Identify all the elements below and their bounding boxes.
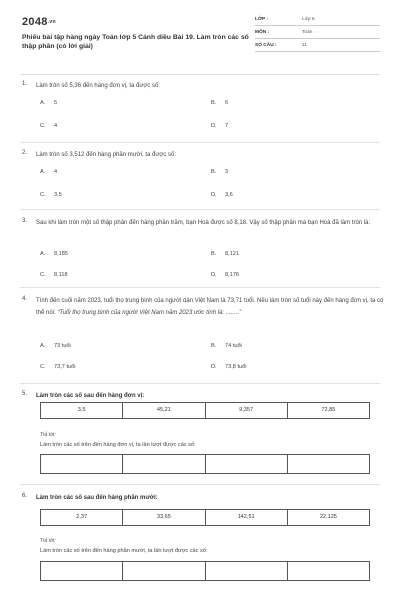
numbers-table bbox=[40, 509, 370, 526]
option-key: C. bbox=[40, 192, 46, 198]
answer-table bbox=[40, 561, 370, 581]
option-c[interactable] bbox=[40, 272, 68, 278]
question-divider bbox=[20, 287, 380, 288]
question-divider bbox=[20, 383, 380, 384]
option-value: 73 tuổi bbox=[54, 343, 71, 349]
logo-tld: .vn bbox=[47, 19, 56, 26]
question-text: Sau khi làm tròn một số thập phân đến hàng phần trăm, bạn Hoà được số 8,18. Vậy số thập phân mà bạn Hoà đã làm tròn là: bbox=[36, 220, 371, 226]
option-b[interactable] bbox=[211, 169, 228, 175]
question-number: 6. bbox=[22, 493, 28, 499]
option-key: D. bbox=[211, 192, 217, 198]
option-value: 4 bbox=[54, 123, 58, 129]
site-logo[interactable] bbox=[22, 16, 56, 28]
answer-label: Trả lời: bbox=[40, 538, 56, 544]
worksheet-header bbox=[20, 14, 380, 70]
option-key: C. bbox=[40, 272, 46, 278]
question-3 bbox=[20, 218, 380, 282]
option-value: 8,121 bbox=[225, 251, 239, 257]
question-number: 1. bbox=[22, 81, 28, 87]
question-text-main: Tính đến cuối năm 2023, tuổi thọ trung bình của người dân Việt Nam là 73,71 tuổi. Nếu làm tròn số tuổi này đến hàng đơn vị, ta có thể nói: bbox=[36, 298, 384, 316]
option-value: 73,8 tuổi bbox=[225, 364, 247, 370]
meta-row-class bbox=[255, 14, 380, 26]
question-divider bbox=[20, 142, 380, 143]
table-cell: 9,357 bbox=[205, 403, 287, 418]
question-4 bbox=[20, 296, 384, 378]
table-cell: 45,21 bbox=[122, 403, 204, 418]
document-title: Phiếu bài tập hàng ngày Toán lớp 5 Cánh diều Bài 19. Làm tròn các số thập phân (có lời giải) bbox=[22, 34, 249, 50]
option-key: A. bbox=[40, 169, 46, 175]
option-b[interactable] bbox=[211, 343, 242, 349]
option-value: 4 bbox=[54, 169, 58, 175]
option-key: B. bbox=[211, 343, 217, 349]
answer-cell[interactable] bbox=[41, 562, 122, 580]
option-key: B. bbox=[211, 100, 217, 106]
option-key: A. bbox=[40, 100, 46, 106]
option-b[interactable] bbox=[211, 251, 239, 257]
option-value: 3 bbox=[225, 169, 229, 175]
option-value: 3,6 bbox=[225, 192, 233, 198]
meta-value: Lớp 5 bbox=[302, 17, 315, 22]
option-a[interactable] bbox=[40, 251, 68, 257]
header-divider bbox=[20, 74, 380, 75]
question-text: Làm tròn các số sau đến hàng phần mười: bbox=[36, 495, 158, 501]
option-a[interactable] bbox=[40, 169, 57, 175]
numbers-table bbox=[40, 402, 370, 419]
option-value: 8,176 bbox=[225, 272, 239, 278]
meta-label: MÔN : bbox=[255, 30, 270, 35]
table-cell: 3,5 bbox=[77, 407, 86, 413]
answer-cell[interactable] bbox=[205, 562, 287, 580]
meta-label: SỐ CÂU : bbox=[255, 43, 277, 48]
option-value: 5 bbox=[54, 100, 58, 106]
question-divider bbox=[20, 484, 380, 485]
question-6 bbox=[20, 493, 380, 505]
option-value: 74 tuổi bbox=[225, 343, 242, 349]
answer-instruction: Làm tròn các số trên đến hàng phần mười, ta lần lượt được các số: bbox=[40, 548, 208, 554]
meta-row-subject bbox=[255, 27, 380, 39]
question-divider bbox=[20, 209, 380, 210]
meta-label: LỚP : bbox=[255, 17, 269, 22]
question-text bbox=[36, 296, 386, 319]
option-key: D. bbox=[211, 123, 217, 129]
option-key: D. bbox=[211, 272, 217, 278]
answer-cell[interactable] bbox=[287, 455, 369, 473]
answer-table bbox=[40, 454, 370, 474]
answer-cell[interactable] bbox=[287, 562, 369, 580]
option-value: 7 bbox=[225, 123, 229, 129]
question-2 bbox=[20, 150, 380, 205]
option-key: B. bbox=[211, 251, 217, 257]
question-number: 5. bbox=[22, 391, 28, 397]
option-d[interactable] bbox=[211, 192, 233, 198]
answer-cell[interactable] bbox=[122, 562, 204, 580]
table-cell: 22,125 bbox=[287, 510, 369, 525]
table-cell: 142,51 bbox=[205, 510, 287, 525]
question-text: Làm tròn số 5,36 đến hàng đơn vị, ta được số: bbox=[36, 83, 160, 89]
option-value: 8,185 bbox=[54, 251, 68, 257]
table-cell: 33,65 bbox=[122, 510, 204, 525]
meta-row-count bbox=[255, 40, 380, 52]
option-key: B. bbox=[211, 169, 217, 175]
table-cell: 72,85 bbox=[287, 403, 369, 418]
option-key: C. bbox=[40, 123, 46, 129]
option-c[interactable] bbox=[40, 192, 62, 198]
option-key: D. bbox=[211, 364, 217, 370]
question-number: 3. bbox=[22, 218, 28, 224]
option-value: 8,118 bbox=[54, 272, 68, 278]
option-d[interactable] bbox=[211, 123, 228, 129]
question-text: Làm tròn số 3,512 đến hàng phần mười, ta được số: bbox=[36, 152, 176, 158]
answer-cell[interactable] bbox=[205, 455, 287, 473]
question-1 bbox=[20, 81, 380, 141]
meta-info bbox=[255, 14, 380, 53]
option-key: A. bbox=[40, 251, 46, 257]
answer-label: Trả lời: bbox=[40, 432, 56, 438]
option-a[interactable] bbox=[40, 343, 71, 349]
question-quote: “Tuổi thọ trung bình của người Việt Nam năm 2023 ước tính là: ........” bbox=[57, 309, 242, 316]
option-value: 73,7 tuổi bbox=[54, 364, 76, 370]
option-key: C. bbox=[40, 364, 46, 370]
option-c[interactable] bbox=[40, 123, 57, 129]
option-d[interactable] bbox=[211, 272, 239, 278]
answer-instruction: Làm tròn các số trên đến hàng đơn vị, ta lần lượt được các số: bbox=[40, 442, 196, 448]
answer-cell[interactable] bbox=[122, 455, 204, 473]
meta-value: 11 bbox=[302, 43, 307, 48]
option-d[interactable] bbox=[211, 364, 246, 370]
option-value: 6 bbox=[225, 100, 229, 106]
logo-main: 2048 bbox=[22, 16, 48, 28]
option-c[interactable] bbox=[40, 364, 75, 370]
question-number: 2. bbox=[22, 150, 28, 156]
question-text: Làm tròn các số sau đến hàng đơn vị: bbox=[36, 393, 145, 399]
meta-value: Toán bbox=[302, 30, 313, 35]
answer-cell[interactable] bbox=[41, 455, 122, 473]
option-b[interactable] bbox=[211, 100, 228, 106]
option-key: A. bbox=[40, 343, 46, 349]
option-value: 3,5 bbox=[54, 192, 62, 198]
question-number: 4. bbox=[22, 296, 28, 302]
table-cell: 2,37 bbox=[76, 514, 88, 520]
option-a[interactable] bbox=[40, 100, 57, 106]
